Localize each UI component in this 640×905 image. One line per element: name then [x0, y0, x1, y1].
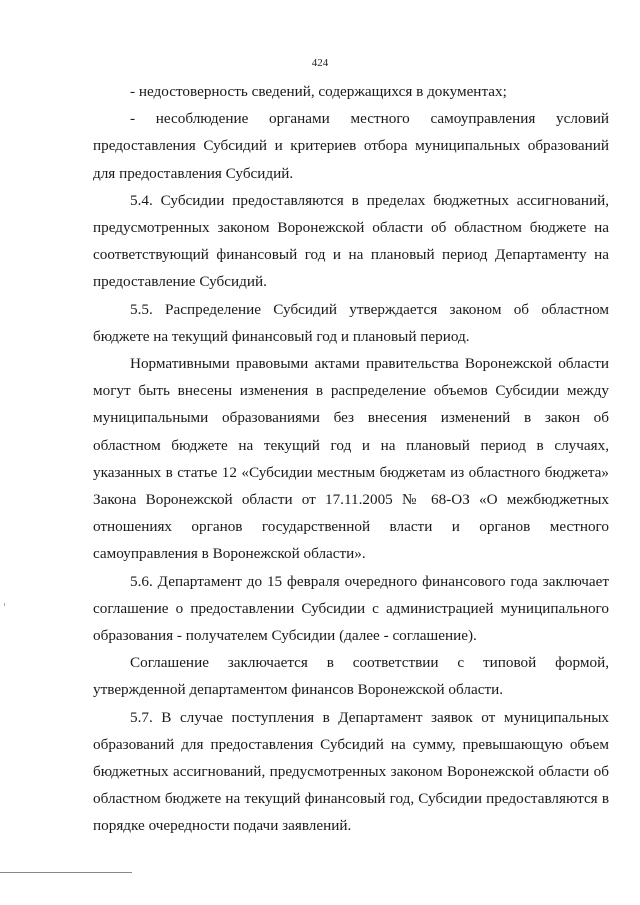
document-body [93, 78, 609, 840]
footnote-rule [0, 872, 132, 873]
paragraph-agreement-form: Соглашение заключается в соответствии с типовой формой, утвержденной департаментом финансов Воронежской области. [93, 654, 609, 699]
paragraph-noncompliance: - несоблюдение органами местного самоуправления условий предоставления Субсидий и критериев отбора муниципальных образований для предоставления Субсидий. [93, 110, 609, 182]
paragraph-normative-acts: Нормативными правовыми актами правительства Воронежской области могут быть внесены изменения в распределение объемов Субсидии между муниципальными образованиями без внесения изменений в закон об областном бюджете на текущий год и на плановый период в случаях, указанных в статье 12 «Субсидии местным бюджетам из областного бюджета» Закона Воронежской области от 17.11.2005 № 68-ОЗ «О межбюджетных отношениях органов государственной власти и органов местного самоуправления в Воронежской области». [93, 355, 609, 563]
page-number: 424 [311, 57, 329, 69]
paragraph-5-5: 5.5. Распределение Субсидий утверждается законом об областном бюджете на текущий финансовый год и плановый период. [93, 300, 609, 345]
paragraph-5-4: 5.4. Субсидии предоставляются в пределах бюджетных ассигнований, предусмотренных законом Воронежской области об областном бюджете на соответствующий финансовый год и на плановый период Департаменту на предоставление Субсидий. [93, 191, 609, 291]
paragraph-unreliable-info: - недостоверность сведений, содержащихся в документах; [130, 83, 507, 100]
paragraph-5-6: 5.6. Департамент до 15 февраля очередного финансового года заключает соглашение о предоставлении Субсидии с администрацией муниципального образования - получателем Субсидии (далее - соглашение). [93, 572, 609, 645]
scan-mark [4, 603, 5, 606]
paragraph-5-7: 5.7. В случае поступления в Департамент заявок от муниципальных образований для предоставления Субсидий на сумму, превышающую объем бюджетных ассигнований, предусмотренных законом Воронежской области об областном бюджете на текущий финансовый год, Субсидии предоставляются в порядке очередности подачи заявлений. [93, 708, 609, 835]
